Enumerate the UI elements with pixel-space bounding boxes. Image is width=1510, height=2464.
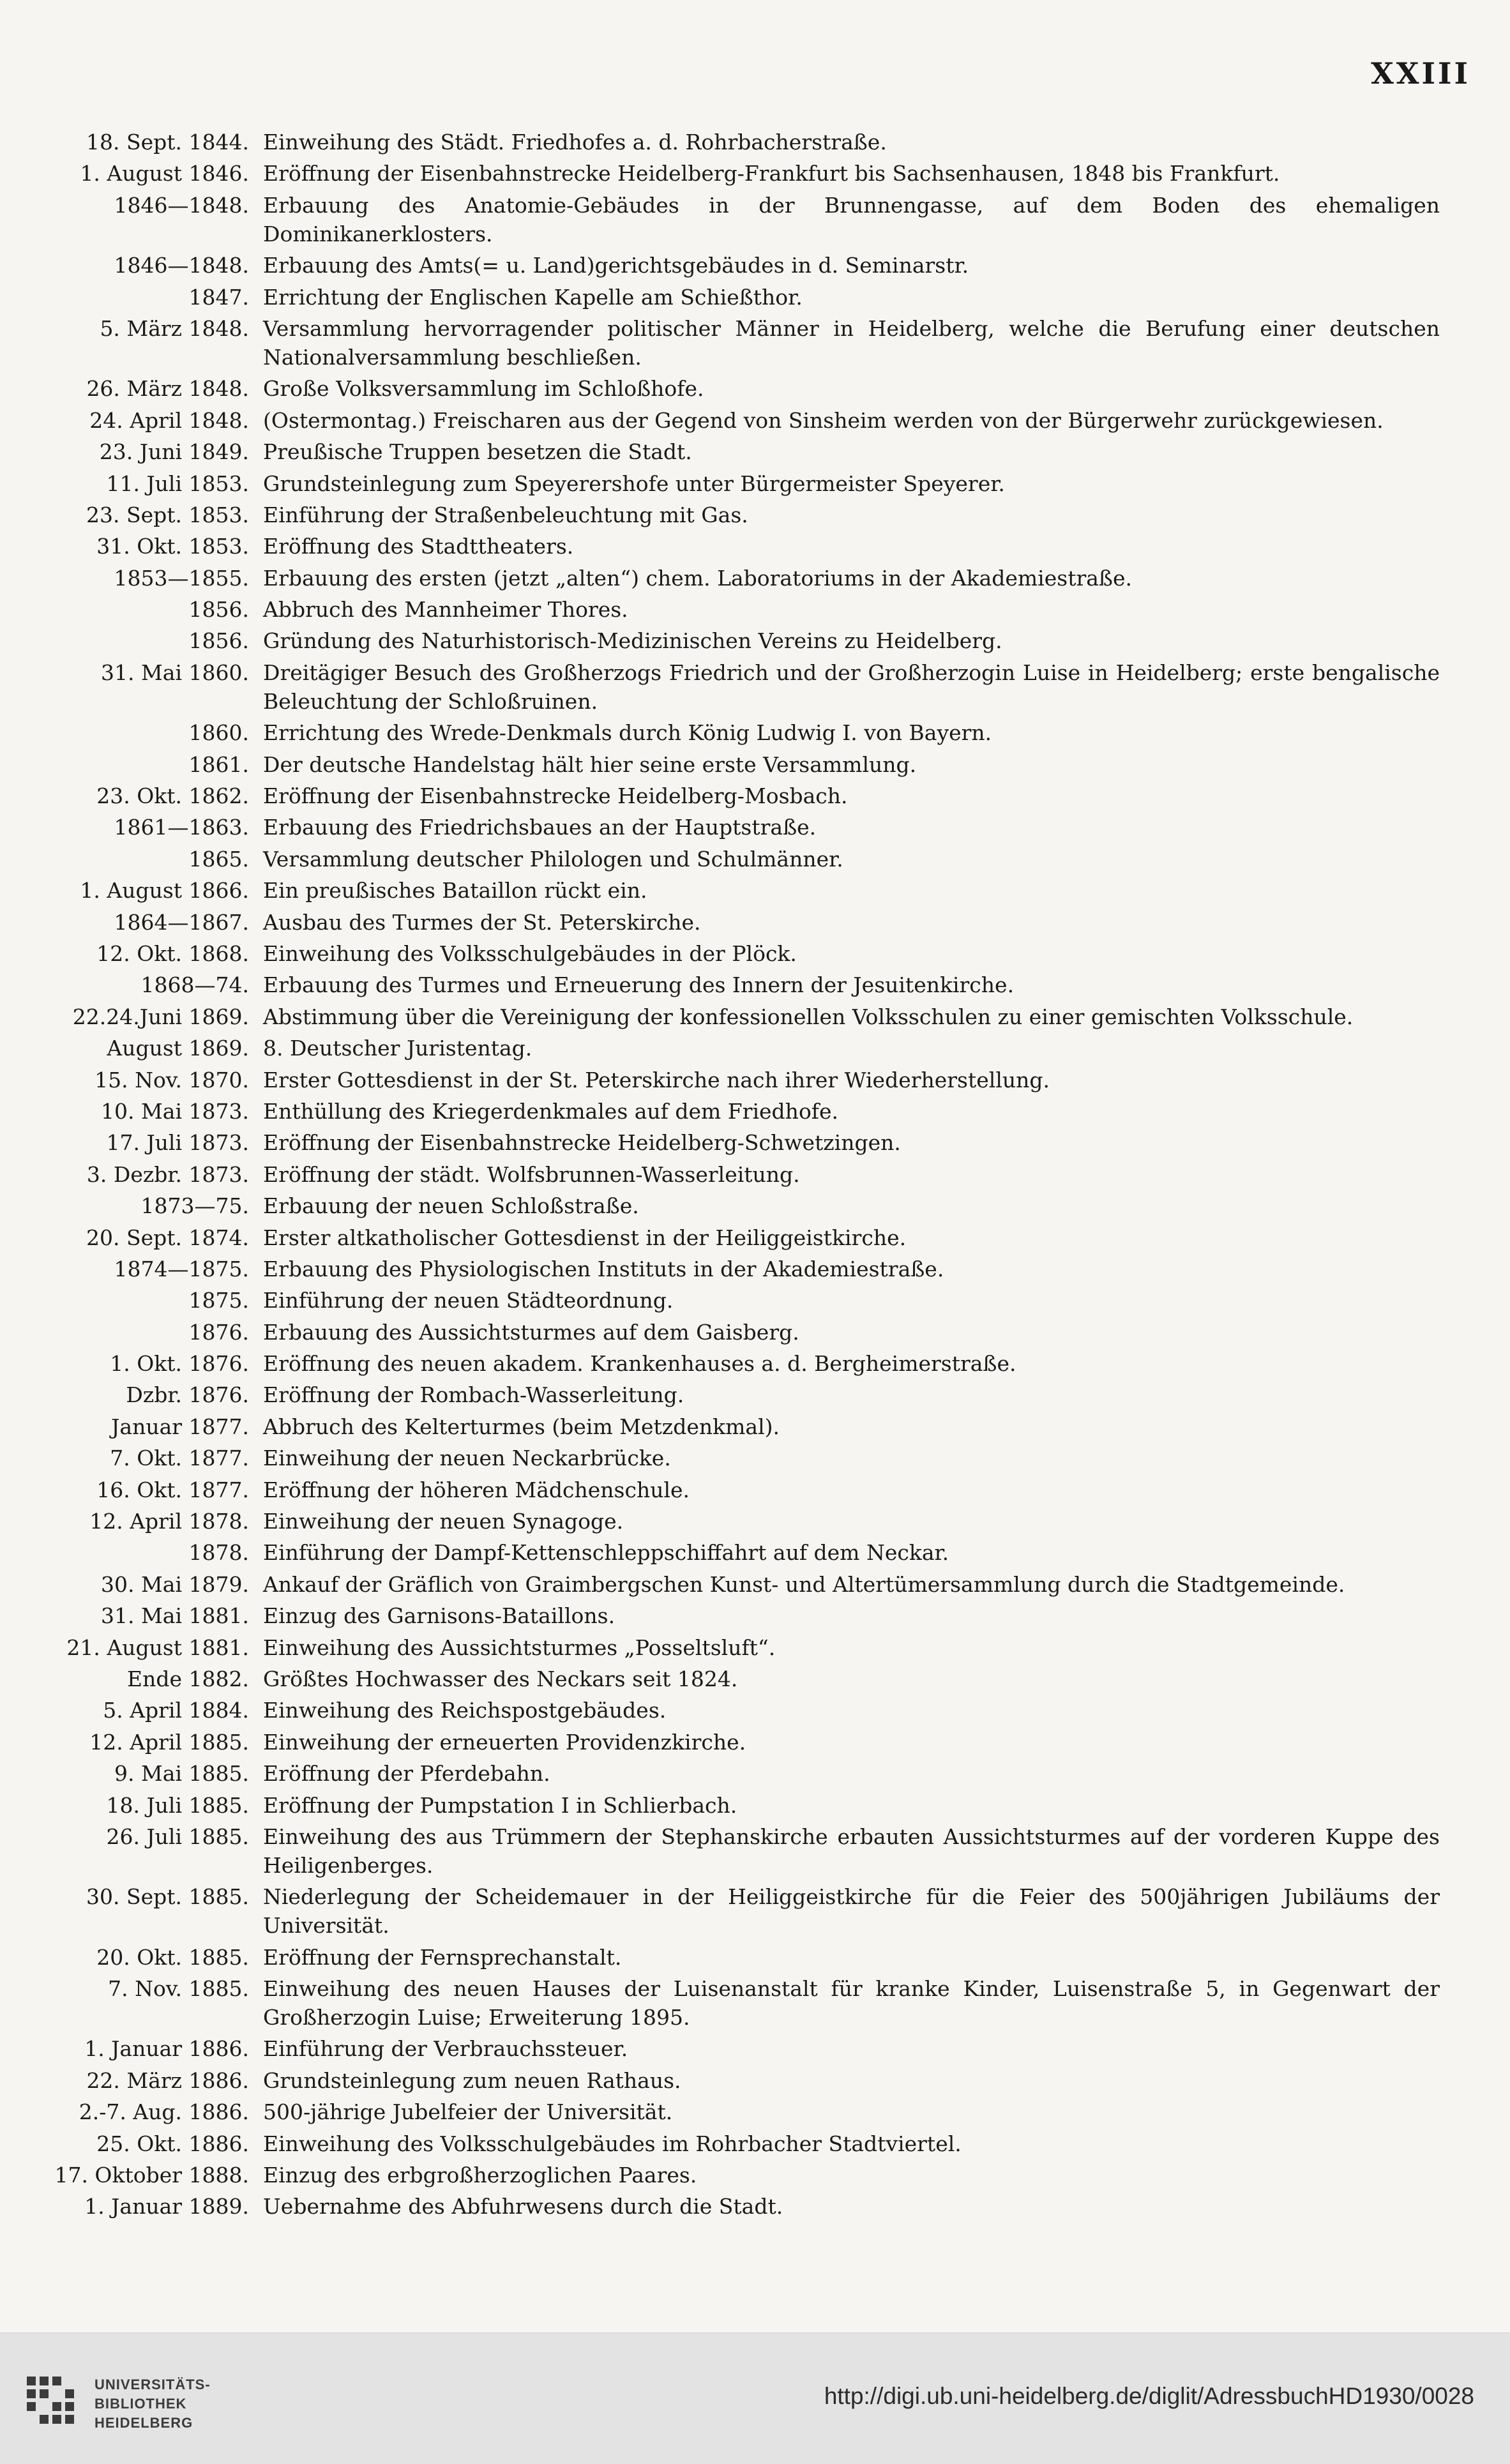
entry-date: 1860. bbox=[188, 720, 249, 746]
entry-date: 1875. bbox=[188, 1288, 249, 1313]
entry-text: Abbruch des Mannheimer Thores. bbox=[263, 597, 628, 623]
entry-date: 9. Mai 1885. bbox=[114, 1761, 249, 1787]
chronology-entry bbox=[38, 1223, 1440, 1252]
entry-date: 18. Juli 1885. bbox=[106, 1792, 249, 1818]
entry-text: Einweihung des Volksschulgebäudes in der Plöck. bbox=[263, 941, 797, 966]
entry-text: Preußische Truppen besetzen die Stadt. bbox=[263, 439, 692, 465]
chronology-entry bbox=[38, 1097, 1440, 1126]
entry-text: (Ostermontag.) Freischaren aus der Gegend von Sinsheim werden von der Bürgerwehr zurückgewiesen. bbox=[263, 407, 1384, 433]
chronology-entry bbox=[38, 1633, 1440, 1662]
entry-text: Eröffnung der Eisenbahnstrecke Heidelberg-Mosbach. bbox=[263, 783, 848, 809]
entry-text: Einweihung der neuen Synagoge. bbox=[263, 1509, 624, 1534]
chronology-entry bbox=[38, 159, 1440, 188]
chronology-entry bbox=[38, 718, 1440, 747]
entry-date: Januar 1877. bbox=[111, 1414, 249, 1439]
entry-text: Erbauung des Friedrichsbaues an der Hauptstraße. bbox=[263, 815, 817, 840]
entry-date: 1856. bbox=[188, 628, 249, 654]
entry-date: 1865. bbox=[188, 846, 249, 872]
entry-date: 10. Mai 1873. bbox=[101, 1098, 249, 1124]
entry-text: Ausbau des Turmes der St. Peterskirche. bbox=[263, 909, 701, 935]
entry-text: Erbauung des Physiologischen Instituts in der Akademiestraße. bbox=[263, 1256, 944, 1281]
entry-date: 1864—1867. bbox=[114, 909, 249, 935]
chronology-entry bbox=[38, 908, 1440, 937]
chronology-entry bbox=[38, 251, 1440, 280]
chronology-entry bbox=[38, 128, 1440, 156]
chronology-entry bbox=[38, 283, 1440, 312]
chronology-entry bbox=[38, 564, 1440, 593]
entry-text: Eröffnung der Rombach-Wasserleitung. bbox=[263, 1382, 684, 1408]
entry-date: 21. August 1881. bbox=[66, 1635, 249, 1660]
chronology-entry bbox=[38, 1759, 1440, 1788]
chronology-entry bbox=[38, 2129, 1440, 2158]
entry-date: 1856. bbox=[188, 597, 249, 623]
entry-text: Einweihung des Volksschulgebäudes im Rohrbacher Stadtviertel. bbox=[263, 2131, 962, 2156]
entry-date: 3. Dezbr. 1873. bbox=[86, 1161, 249, 1187]
entry-text: Eröffnung der Fernsprechanstalt. bbox=[263, 1944, 622, 1970]
entry-date: 31. Okt. 1853. bbox=[96, 534, 249, 559]
entry-date: 23. Juni 1849. bbox=[99, 439, 249, 465]
library-name-line: BIBLIOTHEK bbox=[94, 2396, 187, 2412]
entry-date: 1874—1875. bbox=[114, 1256, 249, 1281]
entry-date: 1846—1848. bbox=[114, 253, 249, 278]
chronology-entry bbox=[38, 1538, 1440, 1567]
entry-date: 1. Okt. 1876. bbox=[110, 1351, 249, 1377]
entry-text: Uebernahme des Abfuhrwesens durch die Stadt. bbox=[263, 2194, 783, 2219]
entry-date: Dzbr. 1876. bbox=[126, 1382, 249, 1408]
chronology-entry bbox=[38, 191, 1440, 248]
entry-date: 30. Mai 1879. bbox=[101, 1571, 249, 1597]
chronology-entry bbox=[38, 1601, 1440, 1630]
entry-text: Eröffnung der Pferdebahn. bbox=[263, 1761, 550, 1787]
entry-date: 24. April 1848. bbox=[89, 407, 249, 433]
entry-date: 7. Nov. 1885. bbox=[108, 1976, 249, 2002]
chronology-entry bbox=[38, 2161, 1440, 2189]
chronology-entry bbox=[38, 437, 1440, 466]
entry-text: Ein preußisches Bataillon rückt ein. bbox=[263, 878, 647, 903]
entry-text: Einführung der Verbrauchssteuer. bbox=[263, 2036, 628, 2062]
entry-date: 2.-7. Aug. 1886. bbox=[79, 2099, 249, 2125]
entry-text: 8. Deutscher Juristentag. bbox=[263, 1036, 532, 1061]
chronology-entry bbox=[38, 1882, 1440, 1940]
entry-text: Niederlegung der Scheidemauer in der Heiliggeistkirche für die Feier des 500jährigen Jubiläums der Universität. bbox=[263, 1884, 1440, 1939]
entry-date: 26. Juli 1885. bbox=[106, 1824, 249, 1849]
entry-text: Abbruch des Kelterturmes (beim Metzdenkmal). bbox=[263, 1414, 780, 1439]
chronology-entry bbox=[38, 1160, 1440, 1189]
entry-text: Einweihung des Aussichtsturmes „Posseltsluft“. bbox=[263, 1635, 776, 1660]
entry-text: Erbauung des Amts(= u. Land)gerichtsgebäudes in d. Seminarstr. bbox=[263, 253, 969, 278]
entry-text: Erbauung des Turmes und Erneuerung des Innern der Jesuitenkirche. bbox=[263, 972, 1015, 998]
chronology-entry bbox=[38, 1696, 1440, 1725]
chronology-entry bbox=[38, 1822, 1440, 1880]
entry-date: 22. März 1886. bbox=[86, 2067, 249, 2093]
entry-text: Erster Gottesdienst in der St. Peterskirche nach ihrer Wiederherstellung. bbox=[263, 1067, 1050, 1092]
entry-text: Einführung der Straßenbeleuchtung mit Gas. bbox=[263, 502, 748, 527]
chronology-entry bbox=[38, 1476, 1440, 1504]
entry-date: 25. Okt. 1886. bbox=[96, 2131, 249, 2156]
chronology-entry bbox=[38, 2097, 1440, 2126]
entry-text: Einführung der Dampf-Kettenschleppschiffahrt auf dem Neckar. bbox=[263, 1540, 949, 1566]
entry-text: Eröffnung des Stadttheaters. bbox=[263, 534, 574, 559]
entry-text: Grundsteinlegung zum Speyerershofe unter Bürgermeister Speyerer. bbox=[263, 471, 1005, 496]
chronology-entry bbox=[38, 1191, 1440, 1220]
entry-date: 23. Okt. 1862. bbox=[96, 783, 249, 809]
chronology-entry bbox=[38, 876, 1440, 905]
entry-text: Einführung der neuen Städteordnung. bbox=[263, 1288, 674, 1313]
entry-text: Eröffnung der Eisenbahnstrecke Heidelberg-Frankfurt bis Sachsenhausen, 1848 bis Frankfurt. bbox=[263, 161, 1280, 186]
chronology-entry bbox=[38, 595, 1440, 624]
entry-date: 1878. bbox=[188, 1540, 249, 1566]
footer-bar bbox=[0, 2332, 1510, 2464]
entry-date: 20. Sept. 1874. bbox=[86, 1225, 249, 1250]
chronology-entry bbox=[38, 1066, 1440, 1094]
entry-date: 1. Januar 1886. bbox=[84, 2036, 249, 2062]
entry-date: August 1869. bbox=[107, 1036, 249, 1061]
source-url-link[interactable]: http://digi.ub.uni-heidelberg.de/diglit/AdressbuchHD1930/0028 bbox=[824, 2383, 1474, 2409]
entry-text: Größtes Hochwasser des Neckars seit 1824. bbox=[263, 1666, 738, 1691]
entry-date: 1. August 1866. bbox=[80, 878, 249, 903]
entry-date: 22.24.Juni 1869. bbox=[72, 1004, 249, 1029]
chronology-entry bbox=[38, 1507, 1440, 1536]
entry-date: 18. Sept. 1844. bbox=[86, 130, 249, 155]
chronology-entry bbox=[38, 1444, 1440, 1472]
chronology-list bbox=[38, 128, 1440, 2224]
chronology-entry bbox=[38, 532, 1440, 561]
chronology-entry bbox=[38, 1665, 1440, 1693]
entry-text: Einweihung der erneuerten Providenzkirche. bbox=[263, 1729, 746, 1755]
chronology-entry bbox=[38, 501, 1440, 529]
entry-text: Gründung des Naturhistorisch-Medizinischen Vereins zu Heidelberg. bbox=[263, 628, 1002, 654]
chronology-entry bbox=[38, 374, 1440, 403]
chronology-entry bbox=[38, 406, 1440, 435]
library-name-line: HEIDELBERG bbox=[94, 2415, 193, 2431]
chronology-entry bbox=[38, 1570, 1440, 1599]
entry-date: 12. April 1885. bbox=[89, 1729, 249, 1755]
chronology-entry bbox=[38, 1349, 1440, 1378]
entry-date: 1861. bbox=[188, 752, 249, 777]
chronology-entry bbox=[38, 1286, 1440, 1315]
entry-text: Einweihung des Reichspostgebäudes. bbox=[263, 1698, 667, 1723]
entry-text: Einweihung des aus Trümmern der Stephanskirche erbauten Aussichtsturmes auf der vorderen Kuppe des Heiligenberges. bbox=[263, 1824, 1440, 1878]
chronology-entry bbox=[38, 750, 1440, 779]
entry-date: 12. April 1878. bbox=[89, 1509, 249, 1534]
entry-text: Erbauung des Aussichtsturmes auf dem Gaisberg. bbox=[263, 1319, 799, 1345]
chronology-entry bbox=[38, 1318, 1440, 1347]
entry-date: 15. Nov. 1870. bbox=[94, 1067, 249, 1092]
entry-date: 17. Juli 1873. bbox=[106, 1130, 249, 1156]
entry-text: Versammlung deutscher Philologen und Schulmänner. bbox=[263, 846, 843, 872]
entry-date: 1876. bbox=[188, 1319, 249, 1345]
entry-text: Ankauf der Gräflich von Graimbergschen Kunst- und Altertümersammlung durch die Stadtgemeinde. bbox=[263, 1571, 1345, 1597]
entry-text: Eröffnung der Eisenbahnstrecke Heidelberg-Schwetzingen. bbox=[263, 1130, 901, 1156]
chronology-entry bbox=[38, 1380, 1440, 1409]
chronology-entry bbox=[38, 1034, 1440, 1062]
entry-date: 31. Mai 1860. bbox=[101, 660, 249, 685]
entry-date: 1. Januar 1889. bbox=[84, 2194, 249, 2219]
chronology-entry bbox=[38, 971, 1440, 999]
entry-text: Eröffnung der Pumpstation I in Schlierbach. bbox=[263, 1792, 737, 1818]
entry-text: Erbauung des ersten (jetzt „alten“) chem. Laboratoriums in der Akademiestraße. bbox=[263, 565, 1132, 591]
chronology-entry bbox=[38, 469, 1440, 498]
entry-text: Eröffnung der städt. Wolfsbrunnen-Wasserleitung. bbox=[263, 1161, 800, 1187]
chronology-entry bbox=[38, 1943, 1440, 1972]
chronology-entry bbox=[38, 782, 1440, 810]
chronology-entry bbox=[38, 1728, 1440, 1757]
entry-text: Abstimmung über die Vereinigung der konfessionellen Volksschulen zu einer gemischten Volksschule. bbox=[263, 1004, 1354, 1029]
entry-text: Einweihung des Städt. Friedhofes a. d. Rohrbacherstraße. bbox=[263, 130, 887, 155]
chronology-entry bbox=[38, 939, 1440, 968]
entry-text: Erbauung der neuen Schloßstraße. bbox=[263, 1193, 639, 1219]
entry-text: Einweihung der neuen Neckarbrücke. bbox=[263, 1446, 671, 1471]
chronology-entry bbox=[38, 1002, 1440, 1031]
entry-date: 7. Okt. 1877. bbox=[110, 1446, 249, 1471]
entry-text: Versammlung hervorragender politischer Männer in Heidelberg, welche die Berufung einer deutschen Nationalversammlung beschließen. bbox=[263, 315, 1440, 370]
page-number: XXIII bbox=[1371, 56, 1470, 91]
entry-date: 1861—1863. bbox=[114, 815, 249, 840]
library-name-line: UNIVERSITÄTS- bbox=[94, 2377, 211, 2392]
entry-text: Errichtung der Englischen Kapelle am Schießthor. bbox=[263, 284, 803, 310]
entry-date: 1846—1848. bbox=[114, 192, 249, 218]
entry-text: Eröffnung des neuen akadem. Krankenhauses a. d. Bergheimerstraße. bbox=[263, 1351, 1016, 1377]
chronology-entry bbox=[38, 845, 1440, 873]
chronology-entry bbox=[38, 1974, 1440, 2032]
chronology-entry bbox=[38, 1791, 1440, 1820]
entry-date: 17. Oktober 1888. bbox=[54, 2163, 249, 2188]
entry-date: 1853—1855. bbox=[114, 565, 249, 591]
chronology-entry bbox=[38, 1128, 1440, 1157]
entry-date: 30. Sept. 1885. bbox=[86, 1884, 249, 1910]
entry-text: Errichtung des Wrede-Denkmals durch König Ludwig I. von Bayern. bbox=[263, 720, 992, 746]
entry-text: 500-jährige Jubelfeier der Universität. bbox=[263, 2099, 673, 2125]
entry-date: 1. August 1846. bbox=[80, 161, 249, 186]
entry-date: 1868—74. bbox=[140, 972, 249, 998]
entry-text: Enthüllung des Kriegerdenkmales auf dem Friedhofe. bbox=[263, 1098, 839, 1124]
chronology-entry bbox=[38, 813, 1440, 842]
entry-date: 26. März 1848. bbox=[86, 376, 249, 402]
chronology-entry bbox=[38, 314, 1440, 372]
entry-text: Eröffnung der höheren Mädchenschule. bbox=[263, 1477, 690, 1502]
entry-date: 11. Juli 1853. bbox=[106, 471, 249, 496]
entry-date: 5. April 1884. bbox=[103, 1698, 249, 1723]
entry-date: 5. März 1848. bbox=[100, 315, 249, 341]
entry-text: Einzug des erbgroßherzoglichen Paares. bbox=[263, 2163, 697, 2188]
entry-date: 20. Okt. 1885. bbox=[96, 1944, 249, 1970]
library-name bbox=[94, 2375, 211, 2433]
chronology-entry bbox=[38, 2192, 1440, 2221]
chronology-entry bbox=[38, 1412, 1440, 1441]
entry-date: 12. Okt. 1868. bbox=[96, 941, 249, 966]
entry-date: 23. Sept. 1853. bbox=[86, 502, 249, 527]
entry-date: Ende 1882. bbox=[127, 1666, 249, 1691]
entry-date: 1873—75. bbox=[140, 1193, 249, 1219]
chronology-entry bbox=[38, 658, 1440, 716]
entry-text: Erbauung des Anatomie-Gebäudes in der Brunnengasse, auf dem Boden des ehemaligen Dominikanerklosters. bbox=[263, 192, 1440, 246]
library-logo-icon bbox=[23, 2373, 87, 2437]
entry-date: 16. Okt. 1877. bbox=[96, 1477, 249, 1502]
entry-text: Einzug des Garnisons-Bataillons. bbox=[263, 1603, 615, 1629]
entry-date: 31. Mai 1881. bbox=[101, 1603, 249, 1629]
entry-text: Große Volksversammlung im Schloßhofe. bbox=[263, 376, 704, 402]
chronology-entry bbox=[38, 626, 1440, 655]
chronology-entry bbox=[38, 2034, 1440, 2063]
entry-text: Grundsteinlegung zum neuen Rathaus. bbox=[263, 2067, 681, 2093]
entry-date: 1847. bbox=[188, 284, 249, 310]
entry-text: Dreitägiger Besuch des Großherzogs Friedrich und der Großherzogin Luise in Heidelberg; erste bengalische Beleuchtung der Schloßruinen. bbox=[263, 660, 1440, 714]
entry-text: Der deutsche Handelstag hält hier seine erste Versammlung. bbox=[263, 752, 917, 777]
chronology-entry bbox=[38, 1255, 1440, 1283]
entry-text: Erster altkatholischer Gottesdienst in der Heiliggeistkirche. bbox=[263, 1225, 907, 1250]
entry-text: Einweihung des neuen Hauses der Luisenanstalt für kranke Kinder, Luisenstraße 5, in Gegenwart der Großherzogin Luise; Erweiterung 1895. bbox=[263, 1976, 1440, 2030]
chronology-entry bbox=[38, 2066, 1440, 2095]
